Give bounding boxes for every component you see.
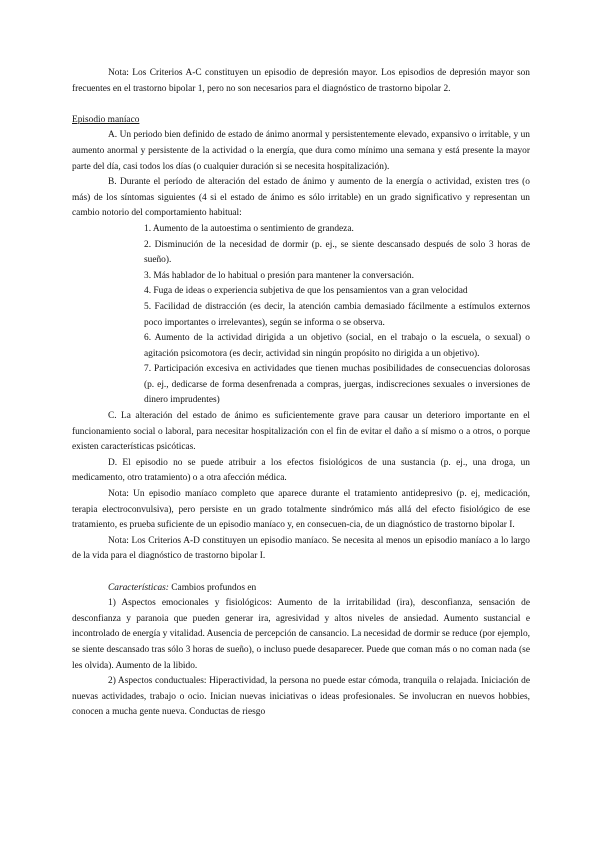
characteristics-label: Características: [108, 582, 169, 593]
symptom-3: 3. Más hablador de lo habitual o presión para mantener la conversación. [144, 270, 414, 281]
symptom-7: 7. Participación excesiva en actividades que tienen muchas posibilidades de consecuencias dolorosas (p. ej., dedicarse de forma desenfrenada a compras, juergas, indiscreciones sexuales o inversiones de dinero imprudentes) [144, 364, 530, 406]
aspect-emotional: 1) Aspectos emocionales y fisiológicos: Aumento de la irritabilidad (ira), desconfianza, sensación de desconfianza y paranoia que pueden generar ira, agresividad y altos niveles de ansiedad. Aumento sustancial e incontrolado de energía y vitalidad. Ausencia de percepción de cansancio. La necesidad de dormir se reduce (por ejemplo, se siente descansado tras sólo 3 horas de sueño), o incluso puede desaparecer. Puede que coman más o no coman nada (se les olvida). Aumento de la libido. [72, 598, 530, 671]
document-body [72, 66, 530, 721]
characteristics-text: Cambios profundos en [168, 582, 257, 593]
note-criteria-a-d: Nota: Los Criterios A-D constituyen un episodio maníaco. Se necesita al menos un episodio maníaco a lo largo de la vida para el diagnóstico de trastorno bipolar I. [72, 535, 530, 562]
symptom-5: 5. Facilidad de distracción (es decir, la atención cambia demasiado fácilmente a estímulos externos poco importantes o irrelevantes), según se informa o se observa. [144, 301, 530, 328]
criterion-c: C. La alteración del estado de ánimo es suficientemente grave para causar un deterioro importante en el funcionamiento social o laboral, para necesitar hospitalización con el fin de evitar el daño a sí mismo o a otros, o porque existen características psicóticas. [72, 411, 530, 453]
criterion-a: A. Un periodo bien definido de estado de ánimo anormal y persistentemente elevado, expansivo o irritable, y un aumento anormal y persistente de la actividad o la energía, que dura como mínimo una semana y está presente la mayor parte del día, casi todos los días (o cualquier duración si se necesita hospitalización). [72, 130, 530, 172]
intro-note: Nota: Los Criterios A-C constituyen un episodio de depresión mayor. Los episodios de depresión mayor son frecuentes en el trastorno bipolar 1, pero no son necesarios para el diagnóstico de trastorno bipolar 2. [72, 68, 530, 94]
aspect-behavioral: 2) Aspectos conductuales: Hiperactividad, la persona no puede estar cómoda, tranquila o relajada. Iniciación de nuevas actividades, trabajo o ocio. Inician nuevas iniciativas o ideas profesionales. Se involucran en nuevos hobbies, conocen a mucha gente nueva. Conductas de riesgo [72, 676, 530, 718]
symptom-1: 1. Aumento de la autoestima o sentimiento de grandeza. [144, 223, 354, 234]
symptom-4: 4. Fuga de ideas o experiencia subjetiva de que los pensamientos van a gran velocidad [144, 286, 468, 297]
characteristics-heading [72, 581, 530, 597]
spacer [72, 97, 530, 113]
note-manic-episode: Nota: Un episodio maníaco completo que aparece durante el tratamiento antidepresivo (p. ej, medicación, terapia electroconvulsiva), pero persiste en un grado totalmente sindrómico más allá del efecto fisiológico de ese tratamiento, es prueba suficiente de un episodio maníaco y, en consecuen-cia, de un diagnóstico de trastorno bipolar I. [72, 489, 530, 531]
section-title: Episodio maníaco [72, 114, 140, 125]
symptom-2: 2. Disminución de la necesidad de dormir (p. ej., se siente descansado después de solo 3 horas de sueño). [144, 239, 530, 266]
criterion-b: B. Durante el período de alteración del estado de ánimo y aumento de la energía o actividad, existen tres (o más) de los síntomas siguientes (4 si el estado de ánimo es sólo irritable) en un grado significativo y representan un cambio notorio del comportamiento habitual: [72, 177, 530, 219]
criterion-d: D. El episodio no se puede atribuir a los efectos fisiológicos de una sustancia (p. ej., una droga, un medicamento, otro tratamiento) o a otra afección médica. [72, 457, 530, 484]
symptom-6: 6. Aumento de la actividad dirigida a un objetivo (social, en el trabajo o la escuela, o sexual) o agitación psicomotora (es decir, actividad sin ningún propósito no dirigida a un objetivo). [144, 333, 530, 359]
spacer [72, 565, 530, 581]
